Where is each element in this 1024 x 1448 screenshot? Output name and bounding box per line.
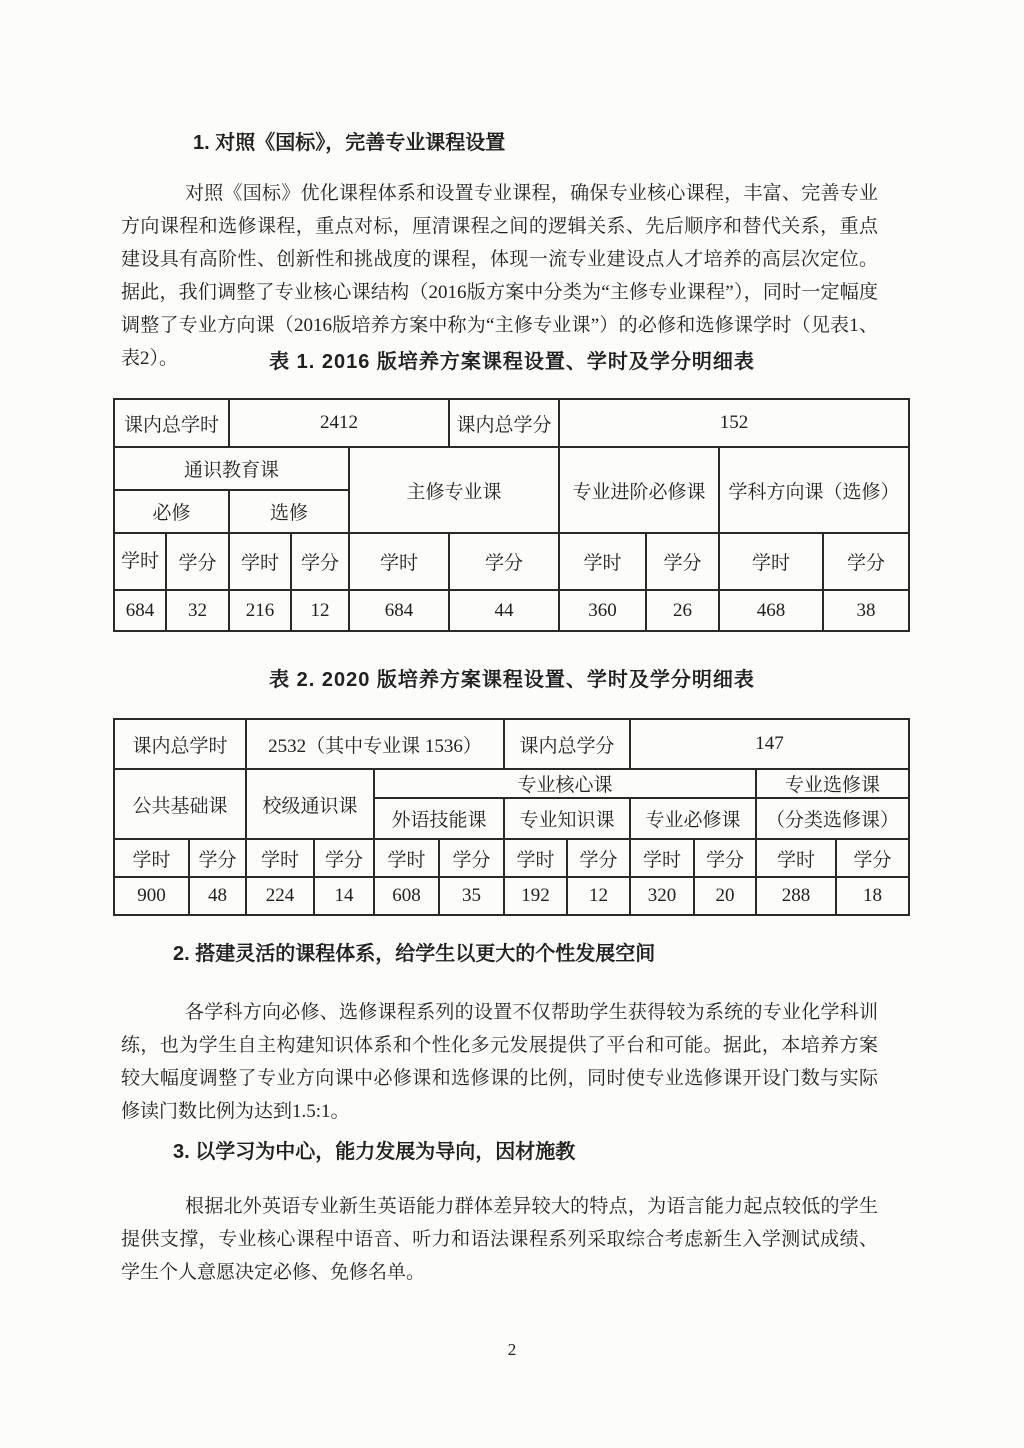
- t2-value-cell: 12: [567, 877, 630, 915]
- t1-header-cell: 学分: [449, 533, 559, 590]
- t2-group-language-skills-cell: 外语技能课: [374, 798, 504, 839]
- t1-group-general-education-cell: 通识教育课: [114, 447, 349, 490]
- t2-header-cell: 学时: [114, 839, 189, 877]
- t2-value-cell: 320: [630, 877, 694, 915]
- t1-header-cell: 学分: [823, 533, 909, 590]
- t2-group-major-elective-cell: 专业选修课: [756, 769, 909, 798]
- t1-header-cell: 学分: [291, 533, 349, 590]
- t1-value-cell: 684: [349, 590, 449, 631]
- t1-value-cell: 360: [559, 590, 646, 631]
- t2-header-cell: 学时: [246, 839, 314, 877]
- t1-group-core-major-cell: 主修专业课: [349, 447, 559, 533]
- t2-total-credits-label-cell: 课内总学分: [504, 719, 630, 769]
- t1-value-cell: 216: [229, 590, 291, 631]
- section-1-heading: 1. 对照《国标》，完善专业课程设置: [193, 132, 506, 154]
- section-1-paragraph: 对照《国标》优化课程体系和设置专业课程，确保专业核心课程，丰富、完善专业方向课程和选修课程，重点对标，厘清课程之间的逻辑关系、先后顺序和替代关系，重点建设具有高阶性、创新性和挑战度的课程，体现一流专业建设点人才培养的高层次定位。据此，我们调整了专业核心课结构（2016版方案中分类为“主修专业课程”），同时一定幅度调整了专业方向课（2016版培养方案中称为“主修专业课”）的必修和选修课学时（见表1、表2）。: [121, 183, 878, 369]
- t2-total-credits-value-cell: 147: [630, 719, 909, 769]
- table-1-title: 表 1. 2016 版培养方案课程设置、学时及学分明细表: [269, 351, 755, 373]
- t2-header-cell: 学分: [439, 839, 504, 877]
- t1-header-cell: 学时: [114, 533, 166, 590]
- t1-total-hours-label-cell: 课内总学时: [114, 399, 229, 447]
- t1-group-elective-cell: 选修: [229, 490, 349, 533]
- t2-value-cell: 48: [189, 877, 246, 915]
- t1-value-cell: 26: [646, 590, 719, 631]
- t1-header-cell: 学时: [229, 533, 291, 590]
- t2-header-cell: 学分: [189, 839, 246, 877]
- t2-header-cell: 学时: [374, 839, 439, 877]
- t1-group-discipline-elective-cell: 学科方向课（选修）: [719, 447, 909, 533]
- t2-group-public-foundation-cell: 公共基础课: [114, 769, 246, 839]
- t2-value-cell: 14: [314, 877, 374, 915]
- t2-group-university-general-cell: 校级通识课: [246, 769, 374, 839]
- t1-value-cell: 468: [719, 590, 823, 631]
- t1-value-cell: 38: [823, 590, 909, 631]
- t2-header-cell: 学分: [314, 839, 374, 877]
- section-3-heading: 3. 以学习为中心，能力发展为导向，因材施教: [173, 1141, 576, 1163]
- t2-value-cell: 900: [114, 877, 189, 915]
- t2-group-major-elective-sub-cell: （分类选修课）: [756, 798, 909, 839]
- t1-value-cell: 44: [449, 590, 559, 631]
- t1-header-cell: 学时: [719, 533, 823, 590]
- section-2-heading: 2. 搭建灵活的课程体系，给学生以更大的个性发展空间: [173, 943, 656, 965]
- t2-value-cell: 18: [836, 877, 909, 915]
- t2-total-hours-value-cell: 2532（其中专业课 1536）: [246, 719, 504, 769]
- t2-value-cell: 288: [756, 877, 836, 915]
- t1-header-cell: 学时: [559, 533, 646, 590]
- t2-value-cell: 20: [694, 877, 756, 915]
- t2-header-cell: 学时: [630, 839, 694, 877]
- t1-total-hours-value-cell: 2412: [229, 399, 449, 447]
- t2-value-cell: 192: [504, 877, 567, 915]
- t1-value-cell: 32: [166, 590, 229, 631]
- t2-header-cell: 学时: [504, 839, 567, 877]
- t1-value-cell: 684: [114, 590, 166, 631]
- table-2-title: 表 2. 2020 版培养方案课程设置、学时及学分明细表: [269, 669, 755, 691]
- t1-value-cell: 12: [291, 590, 349, 631]
- t2-group-major-required-cell: 专业必修课: [630, 798, 756, 839]
- table-2016-plan: [113, 398, 910, 632]
- t2-group-major-core-cell: 专业核心课: [374, 769, 756, 798]
- t1-group-advanced-required-cell: 专业进阶必修课: [559, 447, 719, 533]
- section-2-paragraph: 各学科方向必修、选修课程系列的设置不仅帮助学生获得较为系统的专业化学科训练，也为学生自主构建知识体系和个性化多元发展提供了平台和可能。据此，本培养方案较大幅度调整了专业方向课中必修课和选修课的比例，同时使专业选修课开设门数与实际修读门数比例为达到1.5:1。: [121, 1002, 878, 1122]
- t2-header-cell: 学时: [756, 839, 836, 877]
- t1-header-cell: 学时: [349, 533, 449, 590]
- t2-header-cell: 学分: [694, 839, 756, 877]
- t2-total-hours-label-cell: 课内总学时: [114, 719, 246, 769]
- t2-value-cell: 224: [246, 877, 314, 915]
- table-2020-plan: [113, 718, 910, 916]
- t1-group-required-cell: 必修: [114, 490, 229, 533]
- t2-value-cell: 608: [374, 877, 439, 915]
- t2-value-cell: 35: [439, 877, 504, 915]
- section-3-paragraph: 根据北外英语专业新生英语能力群体差异较大的特点，为语言能力起点较低的学生提供支撑，专业核心课程中语音、听力和语法课程系列采取综合考虑新生入学测试成绩、学生个人意愿决定必修、免修名单。: [121, 1196, 878, 1283]
- t2-group-major-knowledge-cell: 专业知识课: [504, 798, 630, 839]
- t2-header-cell: 学分: [567, 839, 630, 877]
- t1-header-cell: 学分: [166, 533, 229, 590]
- t1-total-credits-value-cell: 152: [559, 399, 909, 447]
- t1-total-credits-label-cell: 课内总学分: [449, 399, 559, 447]
- page-number: 2: [507, 1340, 517, 1359]
- t1-header-cell: 学分: [646, 533, 719, 590]
- t2-header-cell: 学分: [836, 839, 909, 877]
